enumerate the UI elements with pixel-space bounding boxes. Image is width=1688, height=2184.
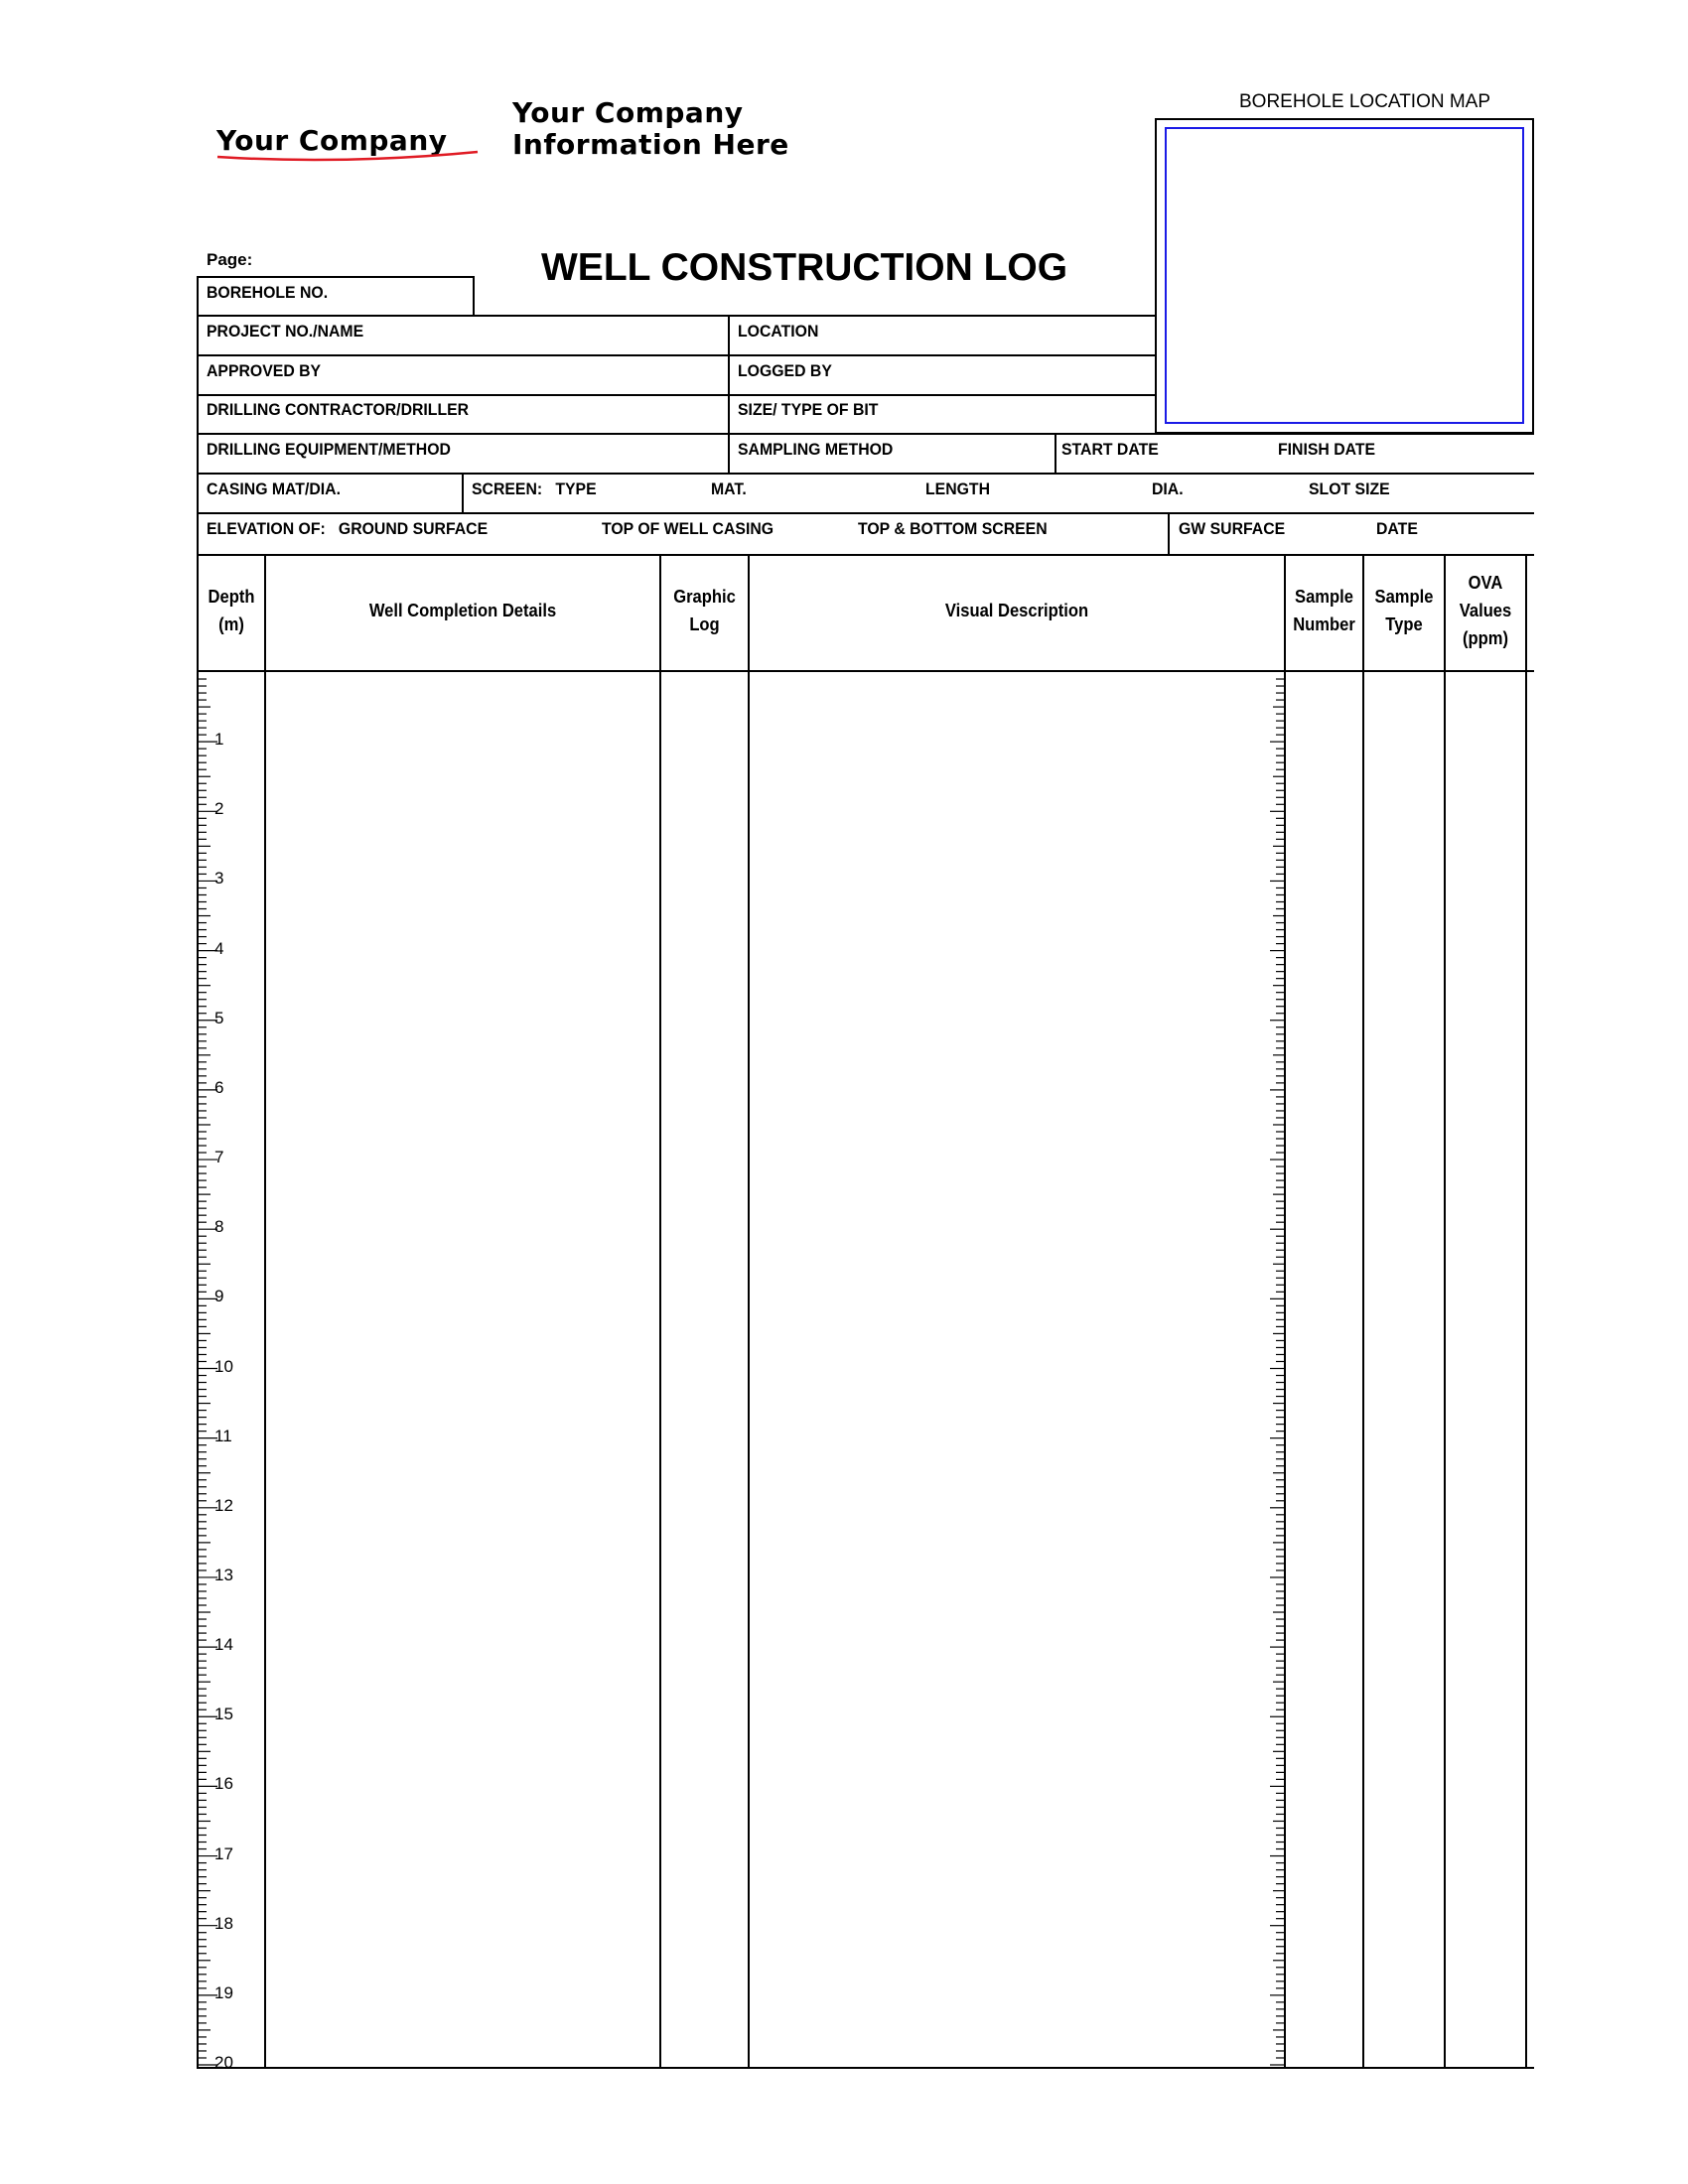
depth-tick-label: 1	[214, 730, 224, 750]
borehole-no-label[interactable]: BOREHOLE NO.	[207, 283, 329, 302]
drilling-contractor-field[interactable]: DRILLING CONTRACTOR/DRILLER	[207, 400, 470, 419]
depth-tick-label: 15	[214, 1705, 233, 1724]
depth-tick-label: 16	[214, 1774, 233, 1794]
depth-tick-label: 10	[214, 1356, 233, 1376]
depth-tick-label: 2	[214, 799, 224, 819]
depth-header-line2: (m)	[218, 614, 244, 634]
depth-header-line1: Depth	[208, 587, 255, 607]
sampling-method-field[interactable]: SAMPLING METHOD	[738, 440, 894, 459]
screen-type-field[interactable]: SCREEN: TYPE	[472, 479, 597, 498]
drilling-equipment-field[interactable]: DRILLING EQUIPMENT/METHOD	[207, 440, 451, 459]
depth-tick-label: 20	[214, 2053, 233, 2072]
page-title: WELL CONSTRUCTION LOG	[541, 246, 1068, 289]
casing-field[interactable]: CASING MAT/DIA.	[207, 479, 341, 498]
ova-header-line3: (ppm)	[1463, 628, 1508, 648]
depth-tick-label: 6	[214, 1077, 224, 1097]
depth-tick-label: 5	[214, 1008, 224, 1027]
depth-tick-label: 12	[214, 1495, 233, 1515]
page-number-label: Page:	[207, 250, 253, 269]
depth-tick-label: 9	[214, 1287, 224, 1306]
bit-size-field[interactable]: SIZE/ TYPE OF BIT	[738, 400, 879, 419]
ova-header-line2: Values	[1459, 601, 1512, 620]
depth-tick-label: 17	[214, 1843, 233, 1863]
depth-tick-label: 11	[214, 1426, 232, 1445]
slot-size-field[interactable]: SLOT SIZE	[1309, 479, 1390, 498]
top-casing-elevation-field[interactable]: TOP OF WELL CASING	[602, 519, 774, 538]
location-field[interactable]: LOCATION	[738, 322, 819, 341]
depth-tick-label: 19	[214, 1982, 233, 2002]
sample-type-header-line1: Sample	[1374, 587, 1434, 607]
sample-number-header-line1: Sample	[1295, 587, 1353, 607]
company-logo: Your Company	[216, 124, 448, 157]
ova-header-line1: OVA	[1468, 573, 1503, 593]
gw-date-field[interactable]: DATE	[1376, 519, 1418, 538]
finish-date-field[interactable]: FINISH DATE	[1278, 440, 1376, 459]
logged-by-field[interactable]: LOGGED BY	[738, 361, 832, 380]
depth-tick-label: 4	[214, 938, 224, 958]
screen-mat-field[interactable]: MAT.	[711, 479, 747, 498]
depth-tick-label: 13	[214, 1565, 233, 1584]
depth-tick-label: 14	[214, 1635, 233, 1655]
start-date-field[interactable]: START DATE	[1061, 440, 1159, 459]
graphic-header-line2: Log	[689, 614, 720, 634]
col-header-visual-description: Visual Description	[944, 601, 1089, 620]
depth-tick-label: 18	[214, 1913, 233, 1933]
approved-by-field[interactable]: APPROVED BY	[207, 361, 322, 380]
map-title: BOREHOLE LOCATION MAP	[1239, 91, 1491, 112]
sample-type-header-line2: Type	[1385, 614, 1423, 634]
screen-length-field[interactable]: LENGTH	[925, 479, 990, 498]
project-name-field[interactable]: PROJECT NO./NAME	[207, 322, 364, 341]
company-info-line1: Your Company	[512, 96, 744, 129]
screen-dia-field[interactable]: DIA.	[1152, 479, 1184, 498]
gw-surface-field[interactable]: GW SURFACE	[1179, 519, 1286, 538]
depth-tick-label: 8	[214, 1217, 224, 1237]
company-info-line2: Information Here	[512, 128, 789, 161]
graphic-header-line1: Graphic	[673, 587, 736, 607]
depth-tick-label: 3	[214, 869, 224, 888]
sample-number-header-line2: Number	[1293, 614, 1355, 634]
col-header-well-completion: Well Completion Details	[368, 601, 557, 620]
ground-surface-elevation-field[interactable]: ELEVATION OF: GROUND SURFACE	[207, 519, 489, 538]
depth-tick-label: 7	[214, 1148, 224, 1167]
screen-elevation-field[interactable]: TOP & BOTTOM SCREEN	[858, 519, 1048, 538]
